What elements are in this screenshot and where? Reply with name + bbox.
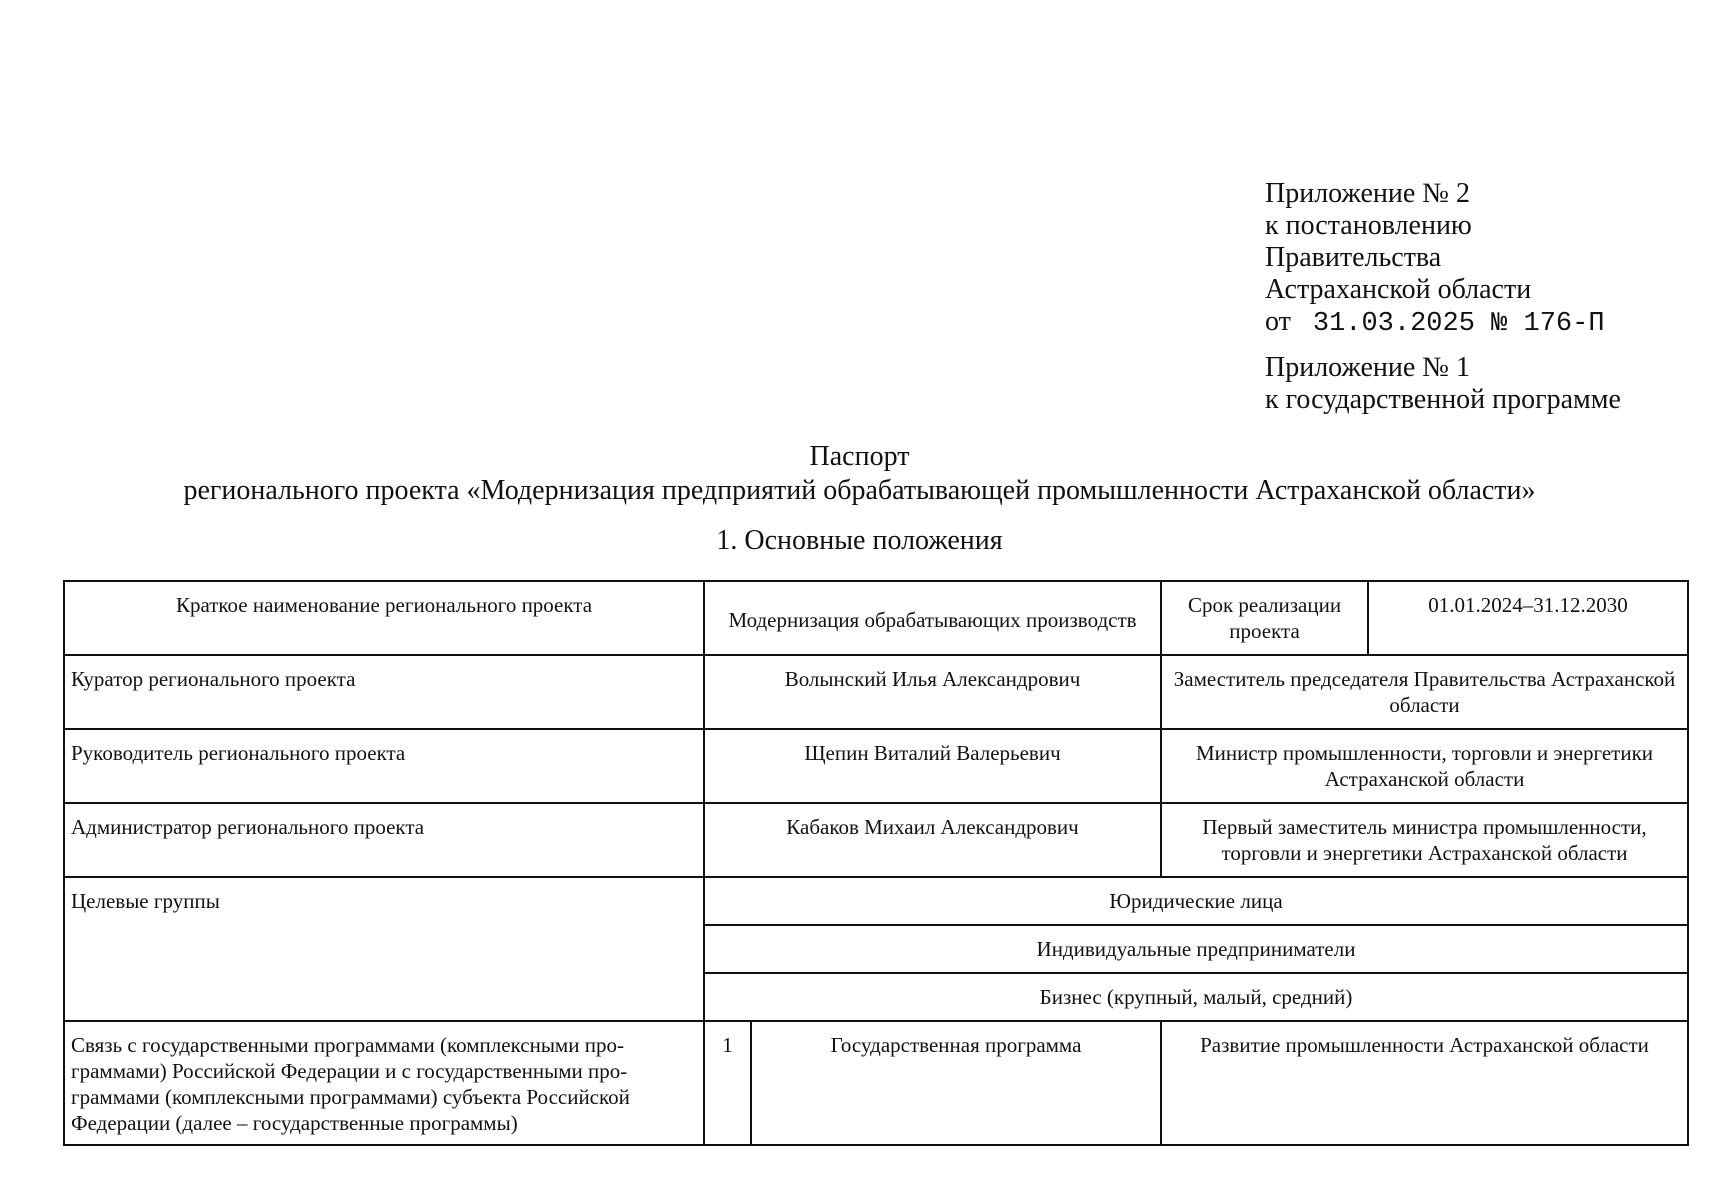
table-row bbox=[64, 1021, 1688, 1145]
table-row bbox=[64, 655, 1688, 729]
target-group-item: Бизнес (крупный, малый, средний) bbox=[704, 973, 1688, 1021]
administrator-position: Первый заместитель министра промышленности, торговли и энергетики Астраханской области bbox=[1161, 803, 1688, 877]
appendix-line-2: к постановлению bbox=[1265, 210, 1472, 241]
table-row bbox=[64, 729, 1688, 803]
appendix-date-line bbox=[1265, 306, 1621, 340]
appendix-date-handwritten: 31.03.2025 № 176-П bbox=[1312, 309, 1605, 339]
target-group-item: Индивидуальные предприниматели bbox=[704, 925, 1688, 973]
head-name: Щепин Виталий Валерьевич bbox=[704, 729, 1161, 803]
appendix-line-6: Приложение № 1 bbox=[1265, 352, 1470, 383]
short-name-label: Краткое наименование регионального проекта bbox=[64, 581, 704, 655]
appendix-block bbox=[1265, 178, 1621, 416]
document-title bbox=[0, 440, 1719, 508]
head-position: Министр промышленности, торговли и энергетики Астраханской области bbox=[1161, 729, 1688, 803]
target-groups-label: Целевые группы bbox=[64, 877, 704, 1021]
table-row bbox=[64, 803, 1688, 877]
table-row bbox=[64, 581, 1688, 655]
passport-table bbox=[63, 580, 1689, 1146]
appendix-line-7: к государственной программе bbox=[1265, 384, 1621, 415]
curator-label: Куратор регионального проекта bbox=[64, 655, 704, 729]
appendix-line-3: Правительства bbox=[1265, 242, 1442, 273]
curator-position: Заместитель председателя Правительства Астраханской области bbox=[1161, 655, 1688, 729]
administrator-name: Кабаков Михаил Александрович bbox=[704, 803, 1161, 877]
title-line-2: регионального проекта «Модернизация предприятий обрабатывающей промышленности Астраханской области» bbox=[183, 475, 1536, 506]
short-name-value: Модернизация обрабатывающих производств bbox=[704, 581, 1161, 655]
head-label: Руководитель регионального проекта bbox=[64, 729, 704, 803]
title-line-1: Паспорт bbox=[809, 441, 910, 472]
administrator-label: Администратор регионального проекта bbox=[64, 803, 704, 877]
term-value: 01.01.2024–31.12.2030 bbox=[1368, 581, 1688, 655]
program-name: Развитие промышленности Астраханской области bbox=[1161, 1021, 1688, 1145]
appendix-line-4: Астраханской области bbox=[1265, 274, 1532, 305]
curator-name: Волынский Илья Александрович bbox=[704, 655, 1161, 729]
program-number: 1 bbox=[704, 1021, 751, 1145]
appendix-date-prefix: от bbox=[1265, 306, 1291, 337]
term-label: Срок реализации проекта bbox=[1161, 581, 1368, 655]
programs-link-label: Связь с государственными программами (комплексными про-граммами) Российской Федерации и с государственными про-граммами (комплексными программами) субъекта Российской Федерации (далее – государственные программы) bbox=[64, 1021, 704, 1145]
target-group-item: Юридические лица bbox=[704, 877, 1688, 925]
section-heading: 1. Основные положения bbox=[716, 525, 1003, 556]
appendix-line-1: Приложение № 2 bbox=[1265, 178, 1470, 209]
program-type: Государственная программа bbox=[751, 1021, 1161, 1145]
table-row bbox=[64, 877, 1688, 925]
